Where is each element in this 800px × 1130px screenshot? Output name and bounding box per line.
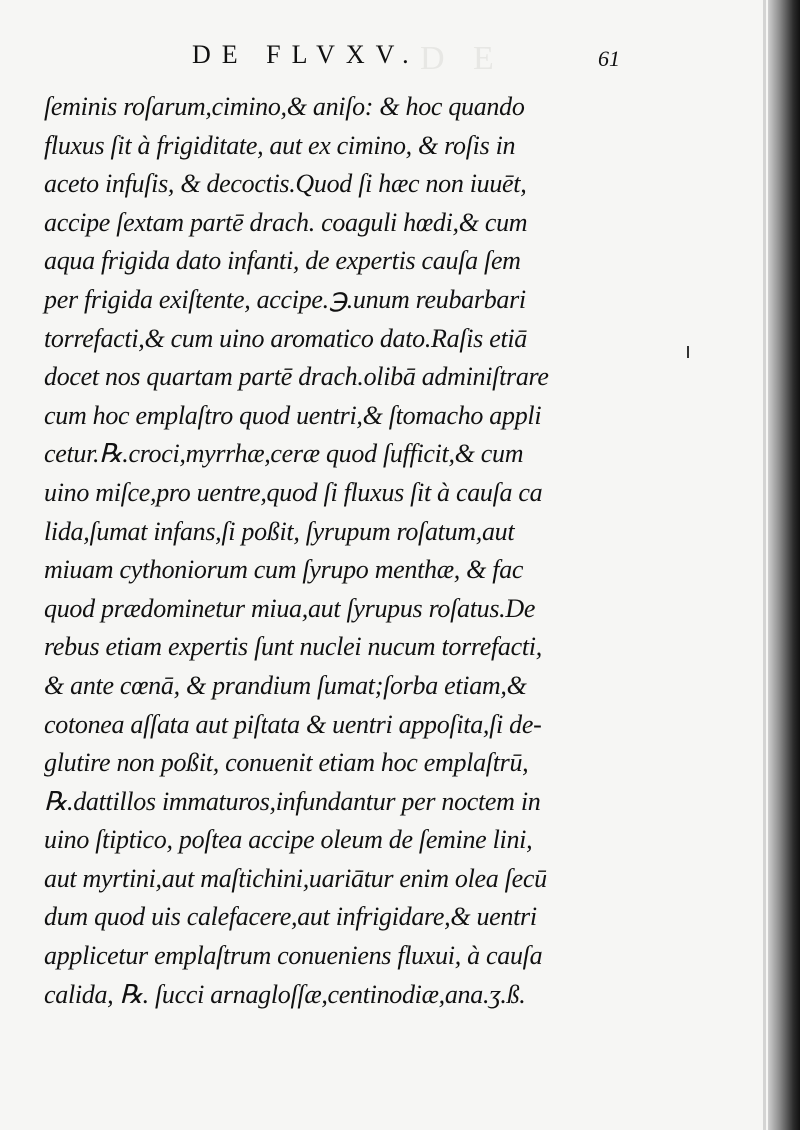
body-text	[44, 88, 644, 1014]
page-edge-shadow	[763, 0, 766, 1130]
text-line: cum hoc emplaſtro quod uentri,& ſtomacho appli	[44, 400, 542, 430]
margin-mark	[687, 346, 689, 358]
running-head	[0, 40, 800, 80]
text-line: ℞.dattillos immaturos,infundantur per noctem in	[44, 786, 541, 816]
text-line: rebus etiam expertis ſunt nuclei nucum torrefacti,	[44, 632, 542, 662]
book-spine-edge	[768, 0, 800, 1130]
text-line: cotonea aſſata aut piſtata & uentri appoſita,ſi de-	[44, 709, 542, 739]
text-line: torrefacti,& cum uino aromatico dato.Raſis etiā	[44, 323, 527, 353]
text-line: dum quod uis calefacere,aut infrigidare,& uentri	[44, 902, 537, 932]
text-line: docet nos quartam partē drach.olibā adminiſtrare	[44, 362, 549, 392]
page-number: 61	[598, 46, 620, 71]
text-line: uino ſtiptico, poſtea accipe oleum de ſemine lini,	[44, 825, 533, 855]
text-line: aut myrtini,aut maſtichini,uariātur enim olea ſecū	[44, 863, 547, 893]
running-head-title: DE FLVXV.	[192, 40, 420, 69]
text-line: calida, ℞. ſucci arnagloſſæ,centinodiæ,ana.ʒ.ß.	[44, 979, 526, 1009]
text-line: & ante cœnā, & prandium ſumat;ſorba etiam,&	[44, 670, 527, 700]
text-line: accipe ſextam partē drach. coaguli hœdi,& cum	[44, 207, 528, 237]
text-line: glutire non poßit, conuenit etiam hoc emplaſtrū,	[44, 748, 529, 778]
text-line: ſeminis roſarum,cimino,& aniſo: & hoc quando	[44, 92, 525, 121]
text-line: aqua frigida dato infanti, de expertis cauſa ſem	[44, 246, 521, 276]
text-line: fluxus ſit à frigiditate, aut ex cimino, & roſis in	[44, 130, 516, 160]
text-line: lida,ſumat infans,ſi poßit, ſyrupum roſatum,aut	[44, 516, 515, 546]
text-line: cetur.℞.croci,myrrhæ,ceræ quod ſufficit,& cum	[44, 439, 524, 469]
text-line: applicetur emplaſtrum conueniens fluxui, à cauſa	[44, 941, 543, 971]
text-line: miuam cythoniorum cum ſyrupo menthæ, & fac	[44, 555, 524, 585]
text-line: quod prædominetur miua,aut ſyrupus roſatus.De	[44, 593, 536, 623]
text-line: aceto infuſis, & decoctis.Quod ſi hæc non iuuēt,	[44, 169, 527, 199]
text-line: uino miſce,pro uentre,quod ſi fluxus ſit à cauſa ca	[44, 477, 543, 507]
show-through-text: D E	[420, 40, 504, 77]
text-line: per frigida exiſtente, accipe.℈.unum reubarbari	[44, 284, 526, 314]
